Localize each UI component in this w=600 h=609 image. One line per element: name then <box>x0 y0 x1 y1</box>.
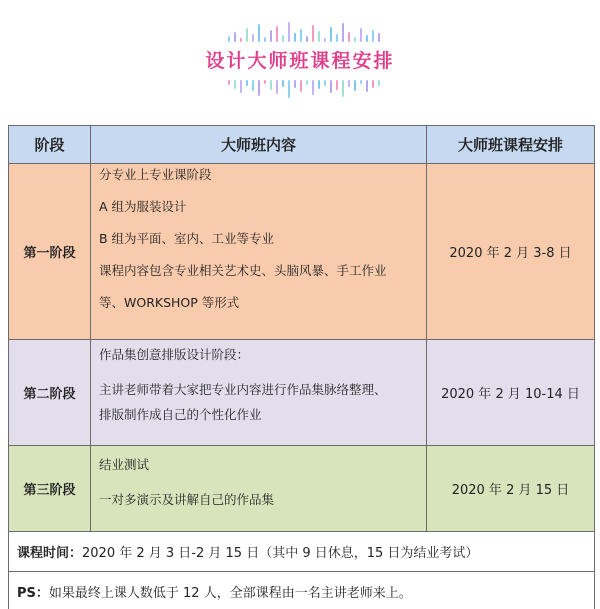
stage-content <box>91 340 427 446</box>
content-line: 结业测试 <box>99 457 150 472</box>
decorative-bar <box>378 80 380 86</box>
decorative-bar <box>258 24 260 42</box>
decorative-bar <box>354 80 356 91</box>
decorative-bar <box>234 80 236 89</box>
decorative-bar <box>348 32 350 42</box>
stage-label: 第一阶段 <box>9 164 91 340</box>
content-line: 课程内容包含专业相关艺术史、头脑风暴、手工作业 <box>99 263 387 278</box>
decorative-bar <box>300 80 302 92</box>
decorative-bar <box>312 80 314 95</box>
decorative-bar <box>360 80 362 84</box>
decorative-bar <box>306 36 308 42</box>
decorative-bar <box>288 22 290 42</box>
decorative-bar <box>282 35 284 42</box>
decorative-bar <box>270 30 272 42</box>
decorative-bar <box>252 80 254 91</box>
content-line: 主讲老师带着大家把专业内容进行作品集脉络整理、 <box>99 382 387 397</box>
header-content: 大师班内容 <box>91 126 427 164</box>
content-line: 等、WORKSHOP 等形式 <box>99 295 240 310</box>
decorative-bar <box>252 34 254 42</box>
decorative-bar <box>330 80 332 93</box>
decorative-bar <box>300 29 302 42</box>
decorative-bar <box>354 37 356 42</box>
decorative-bar <box>294 80 296 88</box>
stage-schedule: 2020 年 2 月 15 日 <box>427 446 595 532</box>
decorative-bar <box>366 35 368 42</box>
decorative-bar <box>372 80 374 88</box>
ps-note <box>9 572 595 609</box>
decorative-bar <box>276 26 278 42</box>
ps-value: 如果最终上课人数低于 12 人，全部课程由一名主讲老师来上。 <box>48 586 412 601</box>
decorative-bar <box>342 80 344 97</box>
stage-schedule: 2020 年 2 月 10-14 日 <box>427 340 595 446</box>
course-time-note <box>9 532 595 572</box>
decorative-bar <box>240 38 242 42</box>
course-time-row <box>9 532 595 572</box>
decorative-bar <box>336 34 338 42</box>
decorative-bar <box>324 38 326 42</box>
ps-row <box>9 572 595 609</box>
course-time-value: 2020 年 2 月 3 日-2 月 15 日（其中 9 日休息，15 日为结业考试） <box>82 546 479 561</box>
decorative-bar <box>324 80 326 86</box>
stage-content <box>91 446 427 532</box>
ps-label: PS： <box>17 586 49 601</box>
decorative-bar <box>234 32 236 42</box>
decorative-bar <box>318 31 320 42</box>
stage-content <box>91 164 427 340</box>
decorative-bar <box>360 28 362 42</box>
decorative-bar <box>288 80 290 98</box>
content-line: 排版制作成自己的个性化作业 <box>99 407 262 422</box>
decorative-bar <box>240 80 242 93</box>
decorative-bar <box>342 23 344 42</box>
content-line: A 组为服装设计 <box>99 199 187 214</box>
content-line: B 组为平面、室内、工业等专业 <box>99 231 275 246</box>
decorative-bar <box>228 80 230 85</box>
decorative-bar <box>264 37 266 42</box>
content-line: 分专业上专业课阶段 <box>99 167 212 182</box>
header-schedule: 大师班课程安排 <box>427 126 595 164</box>
schedule-table <box>8 125 595 609</box>
decorative-bar <box>378 33 380 42</box>
decorative-bar <box>372 30 374 42</box>
decorative-bar <box>264 80 266 84</box>
table-row-stage-1 <box>9 164 595 340</box>
decorative-bar <box>246 28 248 42</box>
decorative-bar <box>318 80 320 89</box>
decorative-bar <box>276 80 278 94</box>
table-row-stage-3 <box>9 446 595 532</box>
stage-label: 第二阶段 <box>9 340 91 446</box>
decorative-bar <box>336 80 338 90</box>
decorative-bar <box>258 80 260 96</box>
decorative-bar <box>282 80 284 87</box>
content-line: 一对多演示及讲解自己的作品集 <box>99 492 275 507</box>
decorative-bar <box>246 80 248 86</box>
course-time-label: 课程时间： <box>17 546 83 561</box>
header-banner <box>0 0 600 110</box>
decorative-bar <box>270 80 272 90</box>
decorative-bar <box>348 80 350 87</box>
decorative-bar <box>312 25 314 42</box>
content-line: 作品集创意排版设计阶段： <box>99 347 250 362</box>
decorative-bar <box>330 27 332 42</box>
table-header-row <box>9 126 595 164</box>
table-row-stage-2 <box>9 340 595 446</box>
decorative-bar <box>306 80 308 85</box>
page-title: 设计大师班课程安排 <box>205 50 395 72</box>
decorative-bar <box>366 80 368 92</box>
header-stage: 阶段 <box>9 126 91 164</box>
decorative-bar <box>228 36 230 42</box>
decorative-bar <box>294 33 296 42</box>
stage-label: 第三阶段 <box>9 446 91 532</box>
stage-schedule: 2020 年 2 月 3-8 日 <box>427 164 595 340</box>
